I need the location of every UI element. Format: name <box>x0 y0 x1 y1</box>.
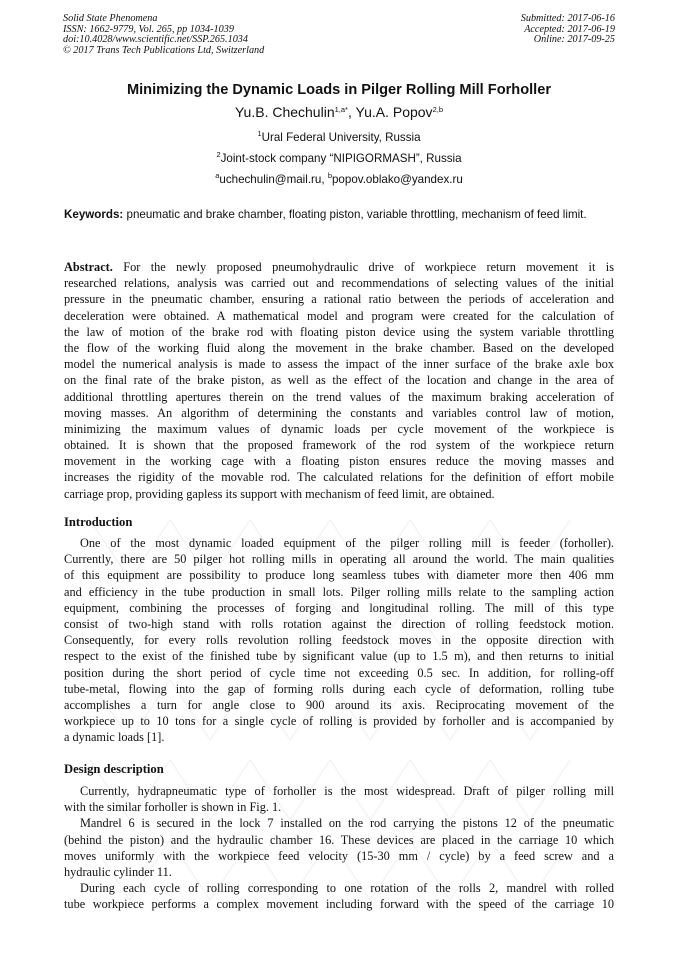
intro-line: a dynamic loads [1]. <box>64 730 165 745</box>
abstract-line: model the numerical analysis is made to assess the impact of the inner surface of the brake axle box <box>64 357 614 372</box>
intro-line: tube-metal, flowing into the gap of forming rolls during each cycle of deformation, rolling tube <box>64 681 614 696</box>
doi-line: doi:10.4028/www.scientific.net/SSP.265.1034 <box>63 34 248 46</box>
introduction-heading: Introduction <box>64 515 133 529</box>
intro-line: respect to the exist of the finished tube by significant value (up to 1.5 m), and then returns to initial <box>64 649 614 664</box>
abstract-line: carriage prop, providing gapless its support with mechanism of feed limit, are obtained. <box>64 486 495 501</box>
design-line: (behind the piston) and the hydraulic chamber 16. These devices are placed in the carriage 10 which <box>64 832 614 847</box>
online-date: Online: 2017-09-25 <box>533 34 615 46</box>
design-line: During each cycle of rolling corresponding to one rotation of the rolls 2, mandrel with rolled <box>80 881 614 896</box>
abstract-line: researched relations, analysis was carried out and recommendations of selecting values of the initial <box>64 276 614 291</box>
abstract-line: the law of motion of the brake rod with floating piston device using the system variable throttling <box>64 324 614 339</box>
intro-line: Consequently, for every rolls revolution rolling feedstock moves in the opposite direction with <box>64 633 614 648</box>
intro-line: Currently, there are 50 pilger hot rolling mills in operating all around the world. The main qualities <box>64 552 614 567</box>
author-1: Yu.B. Chechulin <box>234 104 335 120</box>
abstract-line <box>64 259 614 275</box>
design-line: hydraulic cylinder 11. <box>64 864 172 879</box>
design-line: moves uniformly with the workpiece feed velocity (15-30 mm / cycle) by a feed screw and a <box>64 848 614 863</box>
abstract-paragraph <box>64 259 614 502</box>
abstract-line: additional throttling apertures therein on the trend values of the maximum braking acceleration of <box>64 389 614 404</box>
design-line: with the similar forholler is shown in Fig. 1. <box>64 800 282 815</box>
intro-line: equipment, combining the processes of forging and longitudinal rolling. The mill of this type <box>64 600 614 615</box>
aff1-marker: 1 <box>257 129 262 138</box>
abstract-line: the flow of the working fluid along the movement in the brake chamber. Based on the developed <box>64 340 614 355</box>
design-line: Currently, hydrapneumatic type of forholler is the most widespread. Draft of pilger rolling mill <box>80 784 614 798</box>
journal-name: Solid State Phenomena <box>63 13 158 24</box>
design-line: tube workpiece performs a complex movement including forward with the speed of the carriage 10 <box>64 897 614 912</box>
intro-line: and efficiency in the tube production in small lots. Pilger rolling mills relate to the sampling action <box>64 584 614 599</box>
email-a-marker: a <box>215 171 220 180</box>
abstract-line: movement in the working cage with a floating piston ensures reduce the moving masses and <box>64 454 614 469</box>
abstract-line: increases the rigidity of the movable rod. The calculated relations for the definition of effort mobile <box>64 470 614 485</box>
email-b-marker: b <box>327 171 332 180</box>
intro-line: consist of two-high stand with rolls rotation against the direction of rolling feedstock motion. <box>64 616 614 631</box>
intro-line: accomplishes a turn for angle close to 900 around its axis. Reciprocating movement of the <box>64 697 614 712</box>
author-1-marker: 1,a* <box>334 105 348 114</box>
introduction-paragraph <box>64 535 614 745</box>
submitted-date: Submitted: 2017-06-16 <box>520 13 615 24</box>
intro-line: position during the short period of cycle time not exceeding 0.5 sec. In addition, for rolling-off <box>64 665 614 680</box>
aff2-text: Joint-stock company “NIPIGORMASH”, Russia <box>220 152 462 165</box>
issn-line: ISSN: 1662-9779, Vol. 265, pp 1034-1039 <box>63 23 234 35</box>
author-2: Yu.A. Popov <box>355 104 433 120</box>
author-2-marker: 2,b <box>432 105 443 114</box>
abstract-line: obtained. It is shown that the proposed framework of the rod system of the workpiece return <box>64 438 614 453</box>
abstract-line: minimizing the maximum values of dynamic loads per cycle movement of the workpiece is <box>64 421 614 436</box>
design-paragraph <box>64 783 614 913</box>
aff2-marker: 2 <box>216 150 221 159</box>
accepted-date: Accepted: 2017-06-19 <box>524 23 615 35</box>
design-line: Mandrel 6 is secured in the lock 7 installed on the rod carrying the pistons 12 of the pneumatic <box>80 816 614 831</box>
email-a: uchechulin@mail.ru, <box>219 173 328 186</box>
keywords-label: Keywords: <box>64 208 124 221</box>
dates-info <box>521 14 615 46</box>
journal-info <box>63 14 264 56</box>
abstract-line: pressure in the pneumatic chamber, ensuring a rational ratio between the periods of acceleration and <box>64 292 614 307</box>
author-separator: , <box>347 104 356 120</box>
email-line <box>0 173 678 186</box>
design-heading: Design description <box>64 762 164 776</box>
aff1-text: Ural Federal University, Russia <box>261 131 421 144</box>
abstract-line-text: For the newly proposed pneumohydraulic drive of workpiece return movement it is <box>112 260 614 274</box>
abstract-line: on the final rate of the brake piston, as well as the effect of the location and change in the area of <box>64 373 614 388</box>
affiliation-1 <box>0 131 678 144</box>
intro-line: One of the most dynamic loaded equipment of the pilger rolling mill is feeder (forholler). <box>80 536 614 550</box>
email-b: popov.oblako@yandex.ru <box>331 173 463 186</box>
abstract-line: deceleration were obtained. A mathematical model and program were created for the calculation of <box>64 308 614 323</box>
intro-line: workpiece up to 10 tons for a single cycle of rolling is provided by forholler and is accompanied by <box>64 714 614 729</box>
keywords-text: pneumatic and brake chamber, floating piston, variable throttling, mechanism of feed limit. <box>123 208 587 221</box>
affiliation-2 <box>0 152 678 165</box>
intro-line: of this equipment are possibility to produce long seamless tubes with diameter more then 406 mm <box>64 568 614 583</box>
keywords-block <box>64 208 614 222</box>
author-line <box>0 104 678 120</box>
abstract-label: Abstract. <box>64 260 113 274</box>
abstract-line: moving masses. An algorithm of determining the constants and variables control law of motion, <box>64 405 614 420</box>
paper-title: Minimizing the Dynamic Loads in Pilger Rolling Mill Forholler <box>126 82 552 98</box>
copyright-line: © 2017 Trans Tech Publications Ltd, Switzerland <box>63 44 265 56</box>
